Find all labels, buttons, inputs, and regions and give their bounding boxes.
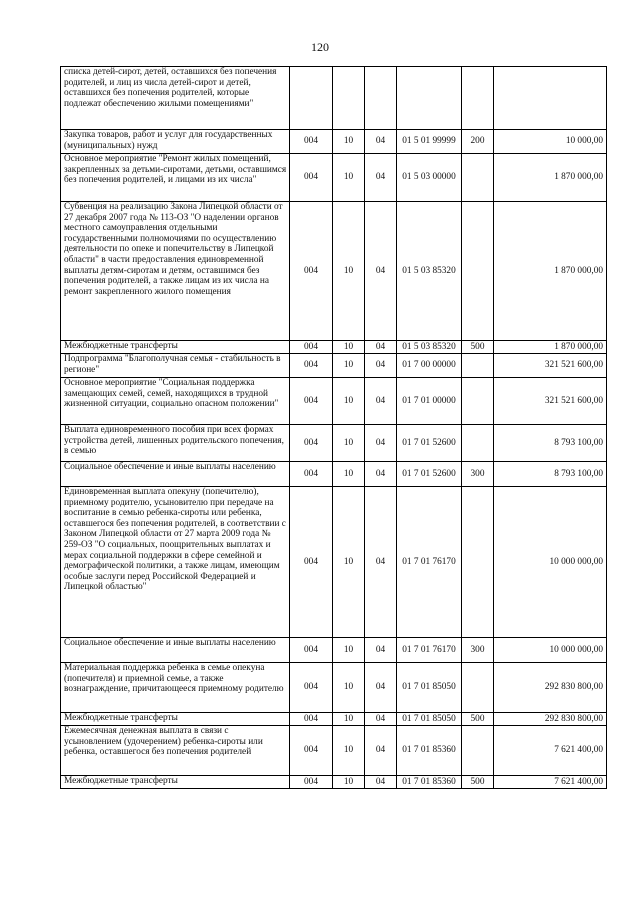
section-cell: 10 bbox=[333, 663, 365, 713]
target-article-cell: 01 7 01 85050 bbox=[397, 663, 462, 713]
ministry-cell: 004 bbox=[290, 713, 333, 726]
expense-type-cell: 300 bbox=[462, 638, 494, 663]
budget-table bbox=[60, 66, 607, 789]
ministry-cell: 004 bbox=[290, 663, 333, 713]
row-name-cell: Межбюджетные трансферты bbox=[61, 341, 290, 354]
expense-type-cell bbox=[462, 378, 494, 425]
ministry-cell: 004 bbox=[290, 425, 333, 462]
amount-cell: 292 830 800,00 bbox=[494, 713, 607, 726]
table-row bbox=[61, 202, 607, 341]
target-article-cell: 01 7 01 76170 bbox=[397, 638, 462, 663]
subsection-cell: 04 bbox=[365, 726, 397, 776]
target-article-cell: 01 7 01 76170 bbox=[397, 487, 462, 638]
amount-cell: 1 870 000,00 bbox=[494, 154, 607, 202]
amount-cell: 8 793 100,00 bbox=[494, 425, 607, 462]
table-row bbox=[61, 67, 607, 130]
target-article-cell: 01 7 01 85360 bbox=[397, 726, 462, 776]
page-number: 120 bbox=[311, 40, 329, 54]
expense-type-cell: 500 bbox=[462, 341, 494, 354]
table-row bbox=[61, 341, 607, 354]
expense-type-cell: 300 bbox=[462, 462, 494, 487]
target-article-cell: 01 5 03 85320 bbox=[397, 202, 462, 341]
target-article-cell: 01 7 01 52600 bbox=[397, 425, 462, 462]
amount-cell: 1 870 000,00 bbox=[494, 202, 607, 341]
subsection-cell: 04 bbox=[365, 462, 397, 487]
table-row bbox=[61, 663, 607, 713]
expense-type-cell bbox=[462, 354, 494, 378]
target-article-cell: 01 7 01 85050 bbox=[397, 713, 462, 726]
amount-cell bbox=[494, 67, 607, 130]
ministry-cell: 004 bbox=[290, 726, 333, 776]
table-row bbox=[61, 713, 607, 726]
subsection-cell: 04 bbox=[365, 154, 397, 202]
row-name-cell: Закупка товаров, работ и услуг для государственных (муниципальных) нужд bbox=[61, 130, 290, 154]
amount-cell: 321 521 600,00 bbox=[494, 354, 607, 378]
expense-type-cell bbox=[462, 726, 494, 776]
row-name-cell: списка детей-сирот, детей, оставшихся без попечения родителей, и лиц из числа детей-сирот и детей, оставшихся без попечения родителей, которые подлежат обеспечению жилыми помещениями" bbox=[61, 67, 290, 130]
section-cell: 10 bbox=[333, 638, 365, 663]
subsection-cell bbox=[365, 67, 397, 130]
section-cell: 10 bbox=[333, 202, 365, 341]
row-name-cell: Материальная поддержка ребенка в семье опекуна (попечителя) и приемной семье, а также вознаграждение, причитающееся приемному родителю bbox=[61, 663, 290, 713]
section-cell bbox=[333, 67, 365, 130]
subsection-cell: 04 bbox=[365, 663, 397, 713]
row-name-cell: Основное мероприятие "Социальная поддержка замещающих семей, семей, находящихся в трудной жизненной ситуации, социально опасном положении" bbox=[61, 378, 290, 425]
table-row bbox=[61, 776, 607, 789]
expense-type-cell bbox=[462, 663, 494, 713]
amount-cell: 8 793 100,00 bbox=[494, 462, 607, 487]
subsection-cell: 04 bbox=[365, 130, 397, 154]
target-article-cell: 01 7 01 00000 bbox=[397, 378, 462, 425]
expense-type-cell bbox=[462, 67, 494, 130]
section-cell: 10 bbox=[333, 354, 365, 378]
ministry-cell bbox=[290, 67, 333, 130]
table-row bbox=[61, 638, 607, 663]
amount-cell: 7 621 400,00 bbox=[494, 726, 607, 776]
subsection-cell: 04 bbox=[365, 425, 397, 462]
table-row bbox=[61, 425, 607, 462]
table-row bbox=[61, 726, 607, 776]
section-cell: 10 bbox=[333, 341, 365, 354]
subsection-cell: 04 bbox=[365, 202, 397, 341]
row-name-cell: Межбюджетные трансферты bbox=[61, 713, 290, 726]
table-body bbox=[61, 67, 607, 789]
row-name-cell: Межбюджетные трансферты bbox=[61, 776, 290, 789]
section-cell: 10 bbox=[333, 462, 365, 487]
table-row bbox=[61, 154, 607, 202]
expense-type-cell bbox=[462, 202, 494, 341]
expense-type-cell: 200 bbox=[462, 130, 494, 154]
target-article-cell: 01 5 03 00000 bbox=[397, 154, 462, 202]
ministry-cell: 004 bbox=[290, 462, 333, 487]
target-article-cell: 01 7 01 85360 bbox=[397, 776, 462, 789]
ministry-cell: 004 bbox=[290, 378, 333, 425]
subsection-cell: 04 bbox=[365, 354, 397, 378]
subsection-cell: 04 bbox=[365, 776, 397, 789]
amount-cell: 1 870 000,00 bbox=[494, 341, 607, 354]
subsection-cell: 04 bbox=[365, 713, 397, 726]
target-article-cell: 01 5 03 85320 bbox=[397, 341, 462, 354]
ministry-cell: 004 bbox=[290, 154, 333, 202]
ministry-cell: 004 bbox=[290, 487, 333, 638]
row-name-cell: Основное мероприятие "Ремонт жилых помещений, закрепленных за детьми-сиротами, детьми, оставшимся без попечения родителей, и лицами из их числа" bbox=[61, 154, 290, 202]
target-article-cell: 01 5 01 99999 bbox=[397, 130, 462, 154]
amount-cell: 10 000,00 bbox=[494, 130, 607, 154]
ministry-cell: 004 bbox=[290, 354, 333, 378]
section-cell: 10 bbox=[333, 154, 365, 202]
ministry-cell: 004 bbox=[290, 130, 333, 154]
section-cell: 10 bbox=[333, 378, 365, 425]
section-cell: 10 bbox=[333, 130, 365, 154]
table-row bbox=[61, 487, 607, 638]
row-name-cell: Подпрограмма "Благополучная семья - стабильность в регионе" bbox=[61, 354, 290, 378]
amount-cell: 321 521 600,00 bbox=[494, 378, 607, 425]
target-article-cell: 01 7 00 00000 bbox=[397, 354, 462, 378]
ministry-cell: 004 bbox=[290, 341, 333, 354]
row-name-cell: Социальное обеспечение и иные выплаты населению bbox=[61, 462, 290, 487]
row-name-cell: Субвенция на реализацию Закона Липецкой области от 27 декабря 2007 года № 113-ОЗ "О наделении органов местного самоуправления отдельными государственными полномочиями по осуществлению деятельности по опеке и попечительству в Липецкой области" в части предоставления единовременной выплаты детям-сиротам и детям, оставшимся без попечения родителей, а также лицам из их числа на ремонт закрепленного жилого помещения bbox=[61, 202, 290, 341]
ministry-cell: 004 bbox=[290, 202, 333, 341]
expense-type-cell: 500 bbox=[462, 713, 494, 726]
row-name-cell: Социальное обеспечение и иные выплаты населению bbox=[61, 638, 290, 663]
target-article-cell bbox=[397, 67, 462, 130]
subsection-cell: 04 bbox=[365, 638, 397, 663]
target-article-cell: 01 7 01 52600 bbox=[397, 462, 462, 487]
ministry-cell: 004 bbox=[290, 776, 333, 789]
ministry-cell: 004 bbox=[290, 638, 333, 663]
expense-type-cell bbox=[462, 487, 494, 638]
expense-type-cell: 500 bbox=[462, 776, 494, 789]
table-row bbox=[61, 462, 607, 487]
table-row bbox=[61, 130, 607, 154]
amount-cell: 292 830 800,00 bbox=[494, 663, 607, 713]
expense-type-cell bbox=[462, 154, 494, 202]
row-name-cell: Единовременная выплата опекуну (попечителю), приемному родителю, усыновителю при передаче на воспитание в семью ребенка-сироты или ребенка, оставшегося без попечения родителей, в соответствии с Законом Липецкой области от 27 марта 2009 года № 259-ОЗ "О социальных, поощрительных выплатах и мерах социальной поддержки в сфере семейной и демографической политики, а также лицам, имеющим особые заслуги перед Российской Федерацией и Липецкой областью" bbox=[61, 487, 290, 638]
section-cell: 10 bbox=[333, 713, 365, 726]
subsection-cell: 04 bbox=[365, 341, 397, 354]
subsection-cell: 04 bbox=[365, 378, 397, 425]
table-row bbox=[61, 378, 607, 425]
section-cell: 10 bbox=[333, 425, 365, 462]
subsection-cell: 04 bbox=[365, 487, 397, 638]
amount-cell: 10 000 000,00 bbox=[494, 487, 607, 638]
amount-cell: 10 000 000,00 bbox=[494, 638, 607, 663]
expense-type-cell bbox=[462, 425, 494, 462]
row-name-cell: Выплата единовременного пособия при всех формах устройства детей, лишенных родительского попечения, в семью bbox=[61, 425, 290, 462]
section-cell: 10 bbox=[333, 726, 365, 776]
row-name-cell: Ежемесячная денежная выплата в связи с усыновлением (удочерением) ребенка-сироты или ребенка, оставшегося без попечения родителей bbox=[61, 726, 290, 776]
amount-cell: 7 621 400,00 bbox=[494, 776, 607, 789]
table-row bbox=[61, 354, 607, 378]
section-cell: 10 bbox=[333, 487, 365, 638]
section-cell: 10 bbox=[333, 776, 365, 789]
